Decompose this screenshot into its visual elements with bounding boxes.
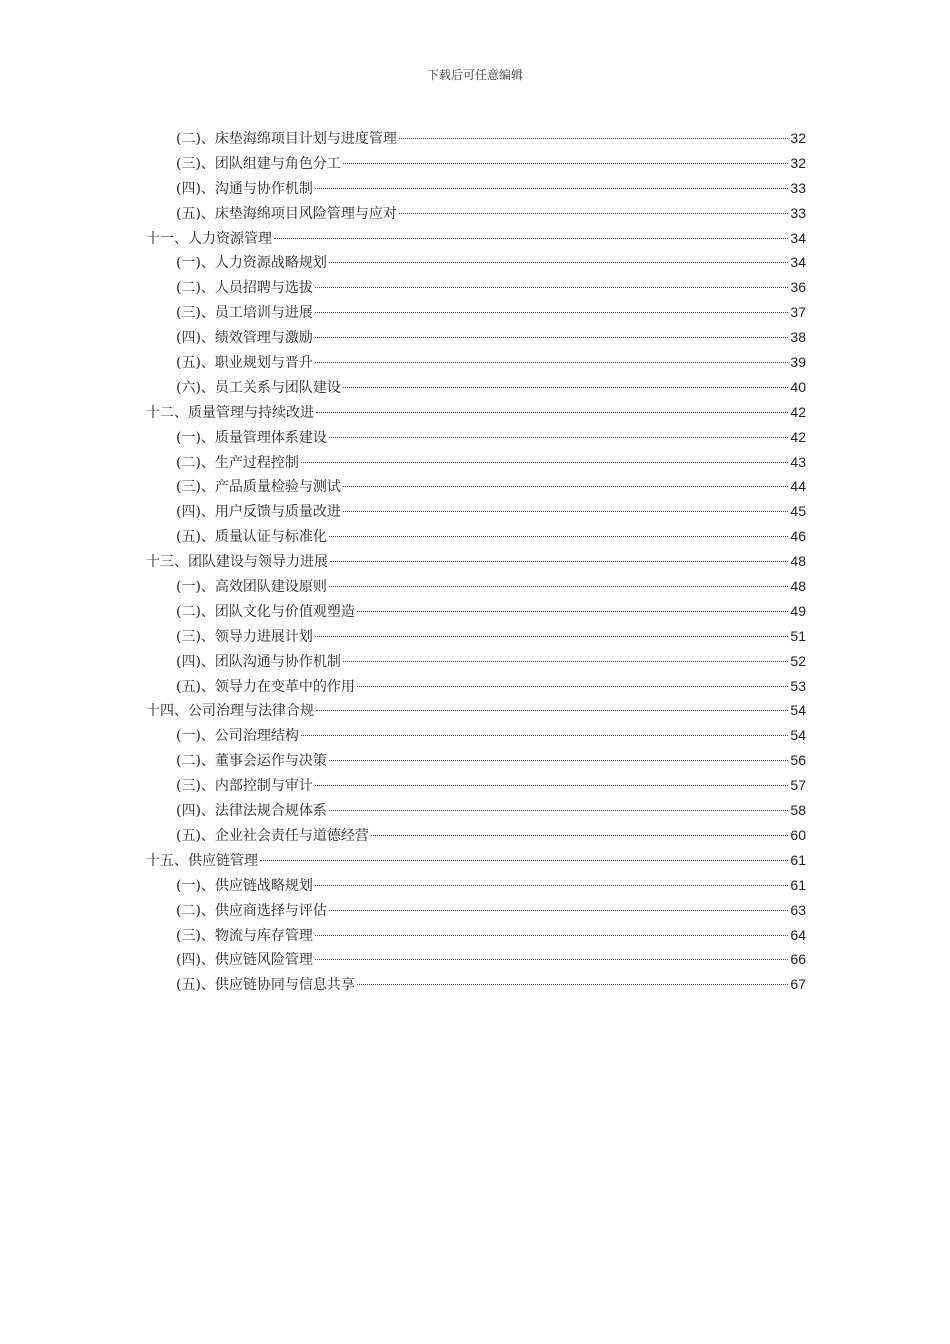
toc-section-entry[interactable] — [146, 574, 806, 599]
toc-entry-title: (五)、企业社会责任与道德经营 — [176, 827, 369, 844]
toc-entry-title: (三)、员工培训与进展 — [176, 305, 313, 322]
toc-section-entry[interactable] — [146, 898, 806, 923]
toc-dot-leader — [357, 686, 788, 687]
toc-entry-title: (一)、人力资源战略规划 — [176, 255, 327, 272]
toc-page-number: 44 — [790, 478, 806, 495]
toc-entry-title: (五)、领导力在变革中的作用 — [176, 678, 355, 695]
toc-dot-leader — [260, 860, 788, 861]
toc-page-number: 34 — [790, 254, 806, 271]
toc-page-number: 67 — [790, 976, 806, 993]
toc-entry-title: (五)、床垫海绵项目风险管理与应对 — [176, 205, 397, 222]
toc-entry-title: (一)、供应链战略规划 — [176, 877, 313, 894]
toc-entry-title: (四)、团队沟通与协作机制 — [176, 653, 341, 670]
toc-dot-leader — [315, 362, 788, 363]
toc-section-entry[interactable] — [146, 748, 806, 773]
toc-section-entry[interactable] — [146, 524, 806, 549]
toc-page-number: 61 — [790, 876, 806, 893]
toc-dot-leader — [329, 910, 788, 911]
toc-entry-title: (三)、团队组建与角色分工 — [176, 155, 341, 172]
toc-chapter-entry[interactable] — [146, 549, 806, 574]
toc-chapter-entry[interactable] — [146, 848, 806, 873]
toc-page-number: 56 — [790, 752, 806, 769]
toc-entry-title: 十五、供应链管理 — [146, 852, 258, 869]
toc-dot-leader — [274, 238, 788, 239]
toc-dot-leader — [329, 437, 788, 438]
toc-entry-title: (五)、供应链协同与信息共享 — [176, 977, 355, 994]
toc-page-number: 42 — [790, 403, 806, 420]
toc-entry-title: (一)、高效团队建设原则 — [176, 579, 327, 596]
toc-section-entry[interactable] — [146, 674, 806, 699]
toc-dot-leader — [316, 710, 788, 711]
toc-page-number: 42 — [790, 428, 806, 445]
toc-section-entry[interactable] — [146, 723, 806, 748]
toc-page-number: 39 — [790, 354, 806, 371]
toc-entry-title: (四)、用户反馈与质量改进 — [176, 504, 341, 521]
toc-page-number: 32 — [790, 130, 806, 146]
toc-section-entry[interactable] — [146, 823, 806, 848]
toc-dot-leader — [329, 760, 788, 761]
toc-section-entry[interactable] — [146, 798, 806, 823]
toc-entry-title: (五)、质量认证与标准化 — [176, 529, 327, 546]
toc-dot-leader — [315, 337, 788, 338]
toc-page-number: 34 — [790, 229, 806, 246]
toc-section-entry[interactable] — [146, 947, 806, 972]
toc-entry-title: (六)、员工关系与团队建设 — [176, 379, 341, 396]
toc-page-number: 48 — [790, 578, 806, 595]
toc-section-entry[interactable] — [146, 275, 806, 300]
toc-chapter-entry[interactable] — [146, 698, 806, 723]
toc-page-number: 61 — [790, 851, 806, 868]
toc-dot-leader — [315, 785, 788, 786]
toc-dot-leader — [343, 511, 788, 512]
toc-dot-leader — [357, 611, 788, 612]
toc-dot-leader — [343, 486, 788, 487]
toc-section-entry[interactable] — [146, 599, 806, 624]
toc-entry-title: (三)、内部控制与审计 — [176, 778, 313, 795]
toc-page-number: 33 — [790, 204, 806, 221]
toc-page-number: 57 — [790, 777, 806, 794]
toc-page-number: 54 — [790, 727, 806, 744]
toc-entry-title: (三)、领导力进展计划 — [176, 628, 313, 645]
toc-dot-leader — [329, 536, 788, 537]
toc-dot-leader — [329, 810, 788, 811]
toc-entry-title: (二)、床垫海绵项目计划与进度管理 — [176, 131, 397, 147]
toc-dot-leader — [315, 959, 788, 960]
toc-page-number: 63 — [790, 901, 806, 918]
toc-dot-leader — [315, 636, 788, 637]
toc-dot-leader — [343, 163, 788, 164]
toc-entry-title: (五)、职业规划与晋升 — [176, 355, 313, 372]
toc-entry-title: (一)、质量管理体系建设 — [176, 429, 327, 446]
toc-entry-title: 十一、人力资源管理 — [146, 230, 272, 247]
toc-section-entry[interactable] — [146, 250, 806, 275]
table-of-contents — [146, 126, 806, 997]
toc-entry-title: (二)、生产过程控制 — [176, 454, 299, 471]
toc-dot-leader — [301, 462, 788, 463]
toc-entry-title: (四)、绩效管理与激励 — [176, 330, 313, 347]
toc-entry-title: (二)、团队文化与价值观塑造 — [176, 603, 355, 620]
toc-page-number: 38 — [790, 329, 806, 346]
toc-section-entry[interactable] — [146, 325, 806, 350]
toc-dot-leader — [343, 387, 788, 388]
toc-section-entry[interactable] — [146, 300, 806, 325]
toc-section-entry[interactable] — [146, 375, 806, 400]
toc-entry-title: 十三、团队建设与领导力进展 — [146, 554, 328, 571]
toc-section-entry[interactable] — [146, 425, 806, 450]
toc-dot-leader — [301, 735, 788, 736]
toc-page-number: 66 — [790, 951, 806, 968]
toc-page-number: 45 — [790, 503, 806, 520]
toc-section-entry[interactable] — [146, 624, 806, 649]
toc-chapter-entry[interactable] — [146, 400, 806, 425]
toc-dot-leader — [315, 312, 788, 313]
toc-entry-title: (三)、物流与库存管理 — [176, 927, 313, 944]
toc-entry-title: (二)、供应商选择与评估 — [176, 902, 327, 919]
toc-dot-leader — [399, 213, 788, 214]
toc-page-number: 48 — [790, 553, 806, 570]
toc-section-entry[interactable] — [146, 474, 806, 499]
toc-entry-title: (二)、董事会运作与决策 — [176, 753, 327, 770]
toc-dot-leader — [315, 287, 788, 288]
toc-page-number: 46 — [790, 528, 806, 545]
toc-section-entry[interactable] — [146, 350, 806, 375]
toc-section-entry[interactable] — [146, 450, 806, 475]
toc-section-entry[interactable] — [146, 649, 806, 674]
toc-page-number: 37 — [790, 304, 806, 321]
toc-section-entry[interactable] — [146, 923, 806, 948]
toc-page-number: 49 — [790, 602, 806, 619]
toc-section-entry[interactable] — [146, 201, 806, 226]
toc-dot-leader — [399, 138, 788, 139]
toc-section-entry[interactable] — [146, 873, 806, 898]
toc-dot-leader — [315, 885, 788, 886]
toc-section-entry[interactable] — [146, 151, 806, 176]
toc-entry-title: (二)、人员招聘与选拔 — [176, 280, 313, 297]
toc-dot-leader — [357, 984, 788, 985]
toc-dot-leader — [343, 661, 788, 662]
toc-entry-title: (四)、法律法规合规体系 — [176, 803, 327, 820]
toc-dot-leader — [329, 262, 788, 263]
toc-section-entry[interactable] — [146, 126, 806, 151]
toc-dot-leader — [371, 835, 788, 836]
page-header: 下载后可任意编辑 — [426, 68, 523, 82]
toc-page-number: 40 — [790, 378, 806, 395]
toc-entry-title: (一)、公司治理结构 — [176, 728, 299, 745]
toc-section-entry[interactable] — [146, 176, 806, 201]
toc-dot-leader — [330, 561, 788, 562]
toc-page-number: 52 — [790, 652, 806, 669]
toc-section-entry[interactable] — [146, 499, 806, 524]
toc-entry-title: (四)、沟通与协作机制 — [176, 180, 313, 197]
toc-page-number: 32 — [790, 154, 806, 171]
toc-page-number: 51 — [790, 627, 806, 644]
toc-page-number: 54 — [790, 702, 806, 719]
toc-dot-leader — [329, 586, 788, 587]
toc-page-number: 64 — [790, 926, 806, 943]
toc-dot-leader — [316, 412, 788, 413]
toc-dot-leader — [315, 935, 788, 936]
toc-entry-title: 十二、质量管理与持续改进 — [146, 404, 314, 421]
toc-entry-title: (四)、供应链风险管理 — [176, 952, 313, 969]
toc-entry-title: (三)、产品质量检验与测试 — [176, 479, 341, 496]
toc-entry-title: 十四、公司治理与法律合规 — [146, 703, 314, 720]
toc-chapter-entry[interactable] — [146, 226, 806, 251]
toc-dot-leader — [315, 188, 788, 189]
toc-page-number: 60 — [790, 826, 806, 843]
toc-page-number: 43 — [790, 453, 806, 470]
toc-section-entry[interactable] — [146, 972, 806, 997]
toc-section-entry[interactable] — [146, 773, 806, 798]
toc-page-number: 36 — [790, 279, 806, 296]
toc-page-number: 53 — [790, 677, 806, 694]
toc-page-number: 58 — [790, 802, 806, 819]
toc-page-number: 33 — [790, 179, 806, 196]
